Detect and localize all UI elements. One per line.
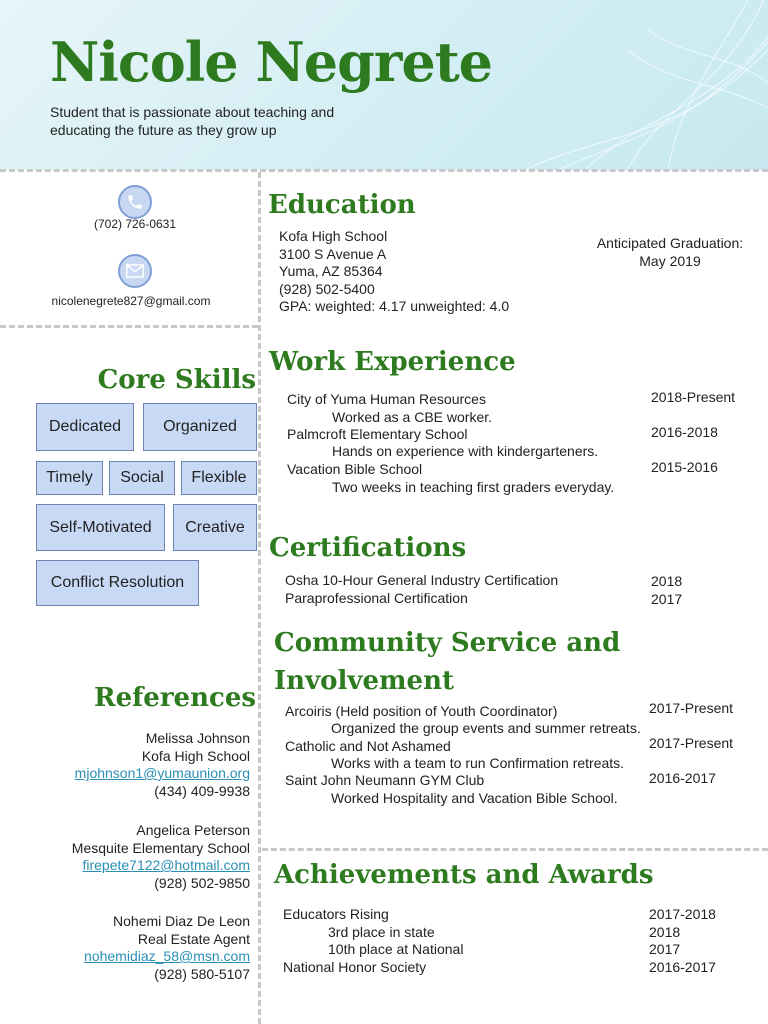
skill-badge: Dedicated — [36, 403, 134, 451]
reference-entry — [84, 913, 250, 983]
work-title: Vacation Bible School — [287, 461, 423, 477]
reference-entry — [75, 730, 250, 800]
graduation-label: Anticipated Graduation: — [596, 235, 744, 251]
achievement-date: 2018 — [649, 924, 681, 940]
work-detail: Hands on experience with kindergarteners. — [332, 443, 599, 459]
certification-title: Paraprofessional Certification — [285, 590, 468, 606]
reference-email-link[interactable]: firepete7122@hotmail.com — [82, 857, 250, 873]
education-school: Kofa High School — [279, 228, 388, 244]
work-title: City of Yuma Human Resources — [287, 391, 486, 407]
certification-date: 2017 — [651, 591, 683, 607]
community-date: 2016-2017 — [649, 770, 716, 786]
tagline: Student that is passionate about teaching and educating the future as they grow up — [50, 104, 335, 138]
reference-phone: (928) 580-5107 — [154, 965, 250, 982]
community-detail: Works with a team to run Confirmation retreats. — [331, 755, 625, 771]
achievement-text: 10th place at National — [328, 941, 464, 957]
education-gpa: GPA: weighted: 4.17 unweighted: 4.0 — [279, 298, 510, 314]
reference-email-link[interactable]: nohemidiaz_58@msn.com — [84, 948, 250, 964]
core-skills-heading: Core Skills — [97, 365, 256, 395]
education-details — [279, 228, 509, 316]
reference-phone: (928) 502-9850 — [154, 874, 250, 891]
education-city: Yuma, AZ 85364 — [279, 263, 383, 279]
certifications-heading: Certifications — [269, 533, 467, 563]
work-detail: Worked as a CBE worker. — [332, 409, 493, 425]
reference-org: Kofa High School — [141, 747, 250, 764]
reference-name: Angelica Peterson — [136, 822, 250, 838]
education-phone: (928) 502-5400 — [279, 280, 375, 297]
phone-number: (702) 726-0631 — [93, 217, 177, 231]
community-heading — [274, 624, 620, 700]
divider-header — [0, 169, 768, 172]
person-name: Nicole Negrete — [50, 30, 493, 94]
achievement-text: National Honor Society — [283, 959, 427, 975]
achievement-text: Educators Rising — [283, 906, 389, 922]
skill-badge: Organized — [143, 403, 257, 451]
community-detail: Organized the group events and summer retreats. — [331, 720, 641, 736]
achievement-date: 2017-2018 — [649, 906, 716, 922]
graduation-info — [590, 235, 750, 270]
reference-name: Melissa Johnson — [145, 730, 250, 746]
community-title: Arcoiris (Held position of Youth Coordinator) — [285, 703, 558, 719]
certification-title: Osha 10-Hour General Industry Certification — [285, 572, 559, 588]
reference-org: Mesquite Elementary School — [71, 839, 250, 856]
education-street: 3100 S Avenue A — [279, 245, 387, 262]
community-title: Saint John Neumann GYM Club — [285, 772, 485, 788]
decorative-swirl — [468, 0, 768, 170]
reference-org: Real Estate Agent — [137, 930, 250, 947]
community-date: 2017-Present — [649, 735, 734, 751]
envelope-icon — [118, 254, 152, 288]
reference-entry — [72, 822, 250, 892]
email-address: nicolenegrete827@gmail.com — [51, 294, 211, 308]
achievement-date: 2017 — [649, 941, 681, 957]
certification-date: 2018 — [651, 573, 683, 589]
skill-badge: Flexible — [181, 461, 257, 495]
graduation-date: May 2019 — [639, 252, 701, 269]
work-date: 2016-2018 — [651, 424, 718, 440]
references-heading: References — [93, 683, 256, 713]
work-title: Palmcroft Elementary School — [287, 426, 468, 442]
phone-icon — [118, 185, 152, 219]
achievement-text: 3rd place in state — [328, 924, 435, 940]
achievement-date: 2016-2017 — [649, 959, 716, 975]
skill-badge: Self-Motivated — [36, 504, 165, 551]
community-detail: Worked Hospitality and Vacation Bible School. — [331, 790, 618, 806]
community-title: Catholic and Not Ashamed — [285, 738, 451, 754]
work-detail: Two weeks in teaching first graders everyday. — [332, 479, 615, 495]
community-date: 2017-Present — [649, 700, 734, 716]
skill-badge: Social — [109, 461, 175, 495]
community-heading-line2: Involvement — [274, 666, 455, 696]
work-date: 2015-2016 — [651, 459, 718, 475]
skill-badge: Creative — [173, 504, 257, 551]
divider-achievements — [262, 848, 768, 851]
community-heading-line1: Community Service and — [274, 628, 621, 658]
divider-contact — [0, 325, 258, 328]
work-date: 2018-Present — [651, 389, 736, 405]
skill-badge: Conflict Resolution — [36, 560, 199, 606]
education-heading: Education — [268, 190, 416, 220]
work-heading: Work Experience — [269, 347, 516, 377]
reference-phone: (434) 409-9938 — [154, 782, 250, 799]
reference-name: Nohemi Diaz De Leon — [113, 913, 250, 929]
achievements-heading: Achievements and Awards — [274, 860, 654, 890]
skill-badge: Timely — [36, 461, 103, 495]
reference-email-link[interactable]: mjohnson1@yumaunion.org — [74, 765, 250, 781]
